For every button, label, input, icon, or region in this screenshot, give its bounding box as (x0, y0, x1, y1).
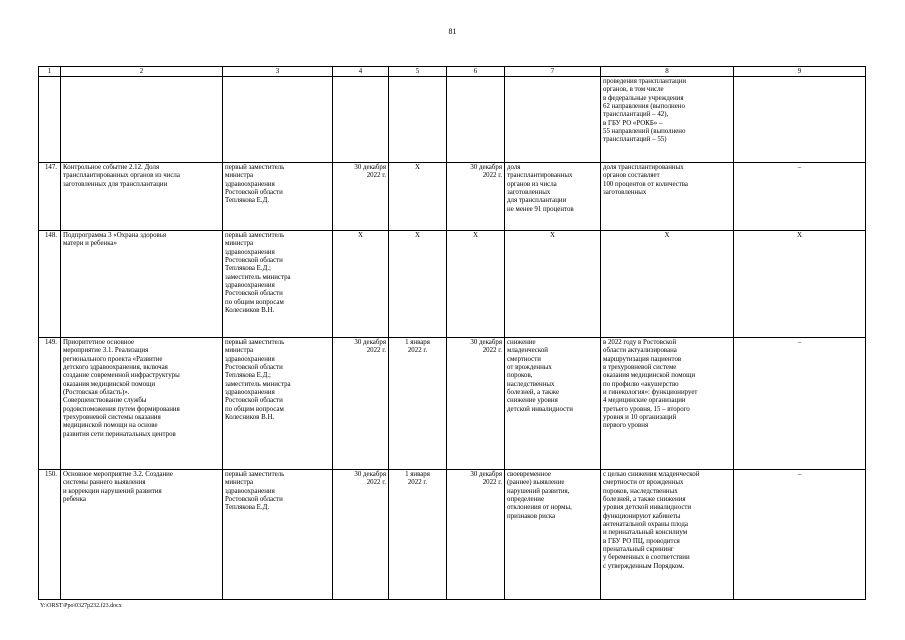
actual-end-date (447, 77, 505, 163)
row-number: 149. (39, 338, 61, 470)
responsible-person (223, 77, 333, 163)
actual-start-date: X (389, 231, 447, 338)
activity-name: Приоритетное основное мероприятие 3.1. Реализация регионального проекта «Развитие детского здравоохранения, включая создание современной инфраструктуры оказания медицинской помощи (Ростовская область)». Совершенствование службы родовспоможения путем формирования трехуровневой системы оказания медицинской помощи на основе развития сети перинатальных центров (61, 338, 223, 470)
row-number: 147. (39, 163, 61, 231)
planned-end-date: X (333, 231, 389, 338)
planned-result (505, 77, 601, 163)
actual-end-date: 30 декабря 2022 г. (447, 163, 505, 231)
planned-end-date: 30 декабря 2022 г. (333, 470, 389, 600)
note: – (734, 470, 866, 600)
header-cell: 2 (61, 67, 223, 77)
note (734, 77, 866, 163)
actual-result: в 2022 году в Ростовской области актуализирована маршрутизация пациентов в трехуровневой системе оказания медицинской помощи по профилю «акушерство и гинекология»: функционирует 4 медицинские организации третьего уровня, 15 – второго уровня и 10 организаций первого уровня (601, 338, 734, 470)
table-row (39, 77, 866, 163)
actual-result: доля трансплантированных органов составляет 100 процентов от количества заготовленных (601, 163, 734, 231)
header-row (39, 67, 866, 77)
note: – (734, 338, 866, 470)
page-number: 81 (448, 27, 457, 36)
header-cell: 1 (39, 67, 61, 77)
actual-start-date: 1 января 2022 г. (389, 470, 447, 600)
report-table (38, 66, 866, 600)
responsible-person: первый заместитель министра здравоохранения Ростовской области Теплякова Е.Д. (223, 163, 333, 231)
actual-start-date (389, 77, 447, 163)
planned-result: доля трансплантированных органов из числа заготовленных для трансплантации не менее 91 процентов (505, 163, 601, 231)
table-row (39, 338, 866, 470)
row-number (39, 77, 61, 163)
activity-name (61, 77, 223, 163)
planned-end-date: 30 декабря 2022 г. (333, 338, 389, 470)
activity-name: Контрольное событие 2.12. Доля трансплантированных органов из числа заготовленных для трансплантации (61, 163, 223, 231)
planned-result: своевременное (раннее) выявление нарушений развития, определение отклонения от нормы, признаков риска (505, 470, 601, 600)
planned-result: снижение младенческой смертности от врожденных пороков, наследственных болезней, а также снижение уровня детской инвалидности (505, 338, 601, 470)
table-row (39, 231, 866, 338)
responsible-person: первый заместитель министра здравоохранения Ростовской области Теплякова Е.Д. (223, 470, 333, 600)
planned-end-date (333, 77, 389, 163)
header-cell: 3 (223, 67, 333, 77)
header-cell: 5 (389, 67, 447, 77)
header-cell: 4 (333, 67, 389, 77)
responsible-person: первый заместитель министра здравоохранения Ростовской области Теплякова Е.Д.; заместитель министра здравоохранения Ростовской области по общим вопросам Колесников В.Н. (223, 231, 333, 338)
header-cell: 6 (447, 67, 505, 77)
actual-result: проведения трансплантации органов, в том числе в федеральные учреждения 62 направления (выполнено трансплантаций – 42), в ГБУ РО «РОКБ» – 55 направлений (выполнено трансплантаций – 55) (601, 77, 734, 163)
table-row (39, 163, 866, 231)
planned-result: X (505, 231, 601, 338)
document-file-path: Y:\ORST\Ppo\0327p232.f23.docx (40, 603, 122, 609)
activity-name: Основное мероприятие 3.2. Создание системы раннего выявления и коррекции нарушений развития ребенка (61, 470, 223, 600)
note: – (734, 163, 866, 231)
responsible-person: первый заместитель министра здравоохранения Ростовской области Теплякова Е.Д.; заместитель министра здравоохранения Ростовской области по общим вопросам Колесников В.Н. (223, 338, 333, 470)
header-cell: 9 (734, 67, 866, 77)
note: X (734, 231, 866, 338)
actual-result: X (601, 231, 734, 338)
actual-start-date: X (389, 163, 447, 231)
row-number: 148. (39, 231, 61, 338)
actual-end-date: X (447, 231, 505, 338)
activity-name: Подпрограмма 3 «Охрана здоровья матери и ребенка» (61, 231, 223, 338)
header-cell: 7 (505, 67, 601, 77)
header-cell: 8 (601, 67, 734, 77)
table-row (39, 470, 866, 600)
row-number: 150. (39, 470, 61, 600)
actual-start-date: 1 января 2022 г. (389, 338, 447, 470)
actual-end-date: 30 декабря 2022 г. (447, 338, 505, 470)
actual-end-date: 30 декабря 2022 г. (447, 470, 505, 600)
actual-result: с целью снижения младенческой смертности от врожденных пороков, наследственных болезней, а также снижения уровня детской инвалидности функционируют кабинеты антенатальной охраны плода и перинатальный консилиум в ГБУ РО ПЦ, проводится пренатальный скрининг у беременных в соответствии с утвержденным Порядком. (601, 470, 734, 600)
planned-end-date: 30 декабря 2022 г. (333, 163, 389, 231)
